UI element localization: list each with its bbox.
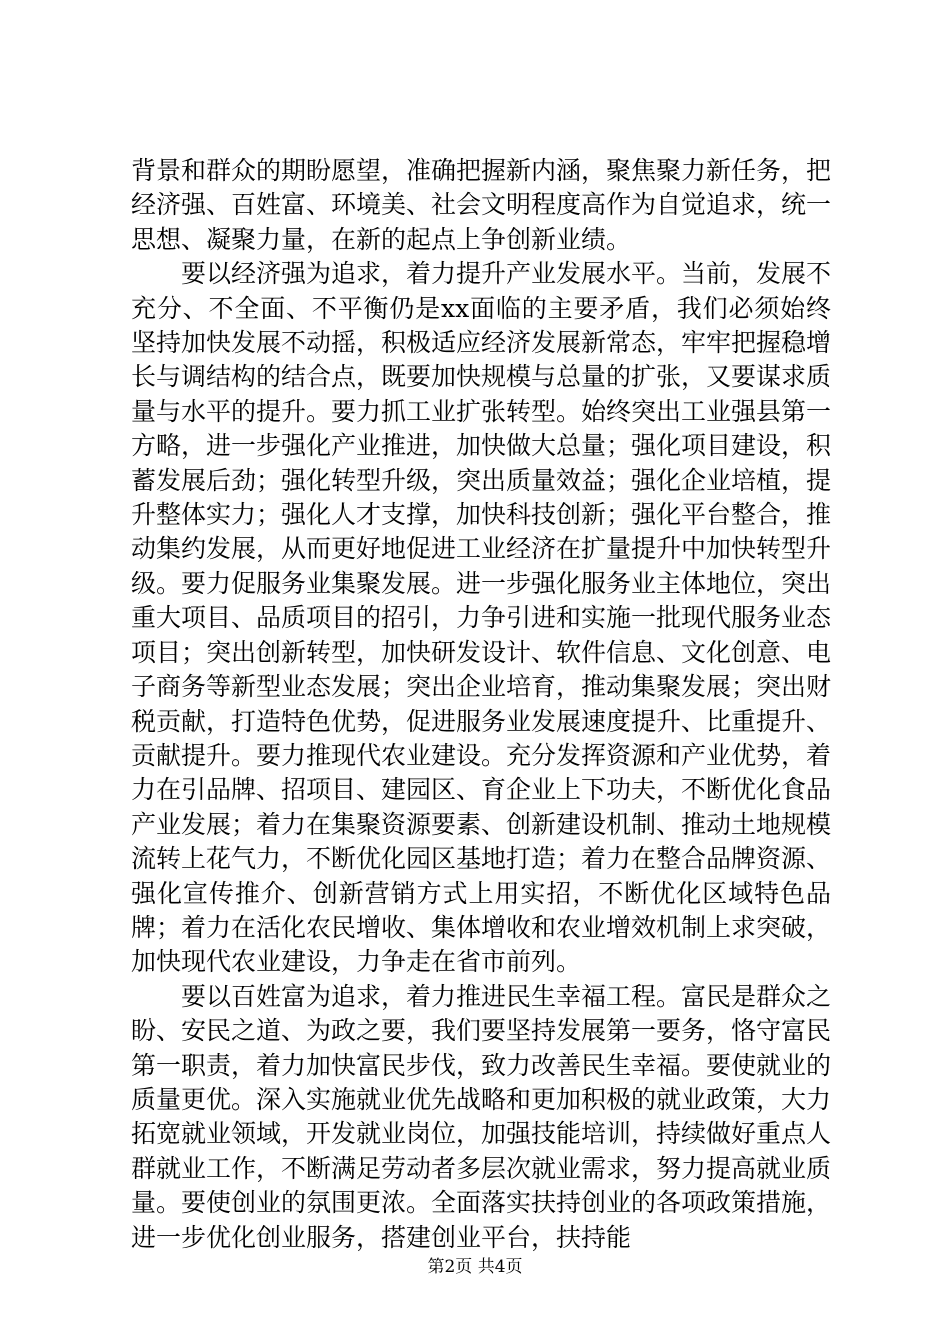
paragraph-3: 要以百姓富为追求，着力推进民生幸福工程。富民是群众之盼、安民之道、为政之要，我们要坚持发展第一要务，恪守富民第一职责，着力加快富民步伐，致力改善民生幸福。要使就业的质量更优。深入实施就业优先战略和更加积极的就业政策，大力拓宽就业领域，开发就业岗位，加强技能培训，持续做好重点人群就业工作，不断满足劳动者多层次就业需求，努力提高就业质量。要使创业的氛围更浓。全面落实扶持创业的各项政策措施，进一步优化创业服务，搭建创业平台，扶持能 xyxy=(131,981,832,1252)
document-body xyxy=(131,154,831,1255)
paragraph-2: 要以经济强为追求，着力提升产业发展水平。当前，发展不充分、不全面、不平衡仍是xx面临的主要矛盾，我们必须始终坚持加快发展不动摇，积极适应经济发展新常态，牢牢把握稳增长与调结构的结合点，既要加快规模与总量的扩张，又要谋求质量与水平的提升。要力抓工业扩张转型。始终突出工业强县第一方略，进一步强化产业推进，加快做大总量；强化项目建设，积蓄发展后劲；强化转型升级，突出质量效益；强化企业培植，提升整体实力；强化人才支撑，加快科技创新；强化平台整合，推动集约发展，从而更好地促进工业经济在扩量提升中加快转型升级。要力促服务业集聚发展。进一步强化服务业主体地位，突出重大项目、品质项目的招引，力争引进和实施一批现代服务业态项目；突出创新转型，加快研发设计、软件信息、文化创意、电子商务等新型业态发展；突出企业培育，推动集聚发展；突出财税贡献，打造特色优势，促进服务业发展速度提升、比重提升、贡献提升。要力推现代农业建设。充分发挥资源和产业优势，着力在引品牌、招项目、建园区、育企业上下功夫，不断优化食品产业发展；着力在集聚资源要素、创新建设机制、推动土地规模流转上花气力，不断优化园区基地打造；着力在整合品牌资源、强化宣传推介、创新营销方式上用实招，不断优化区域特色品牌；着力在活化农民增收、集体增收和农业增效机制上求突破，加快现代农业建设，力争走在省市前列。 xyxy=(131,259,832,977)
page-number-footer: 第2页 共4页 xyxy=(427,1257,523,1277)
paragraph-1: 背景和群众的期盼愿望，准确把握新内涵，聚焦聚力新任务，把经济强、百姓富、环境美、社会文明程度高作为自觉追求，统一思想、凝聚力量，在新的起点上争创新业绩。 xyxy=(131,156,832,254)
